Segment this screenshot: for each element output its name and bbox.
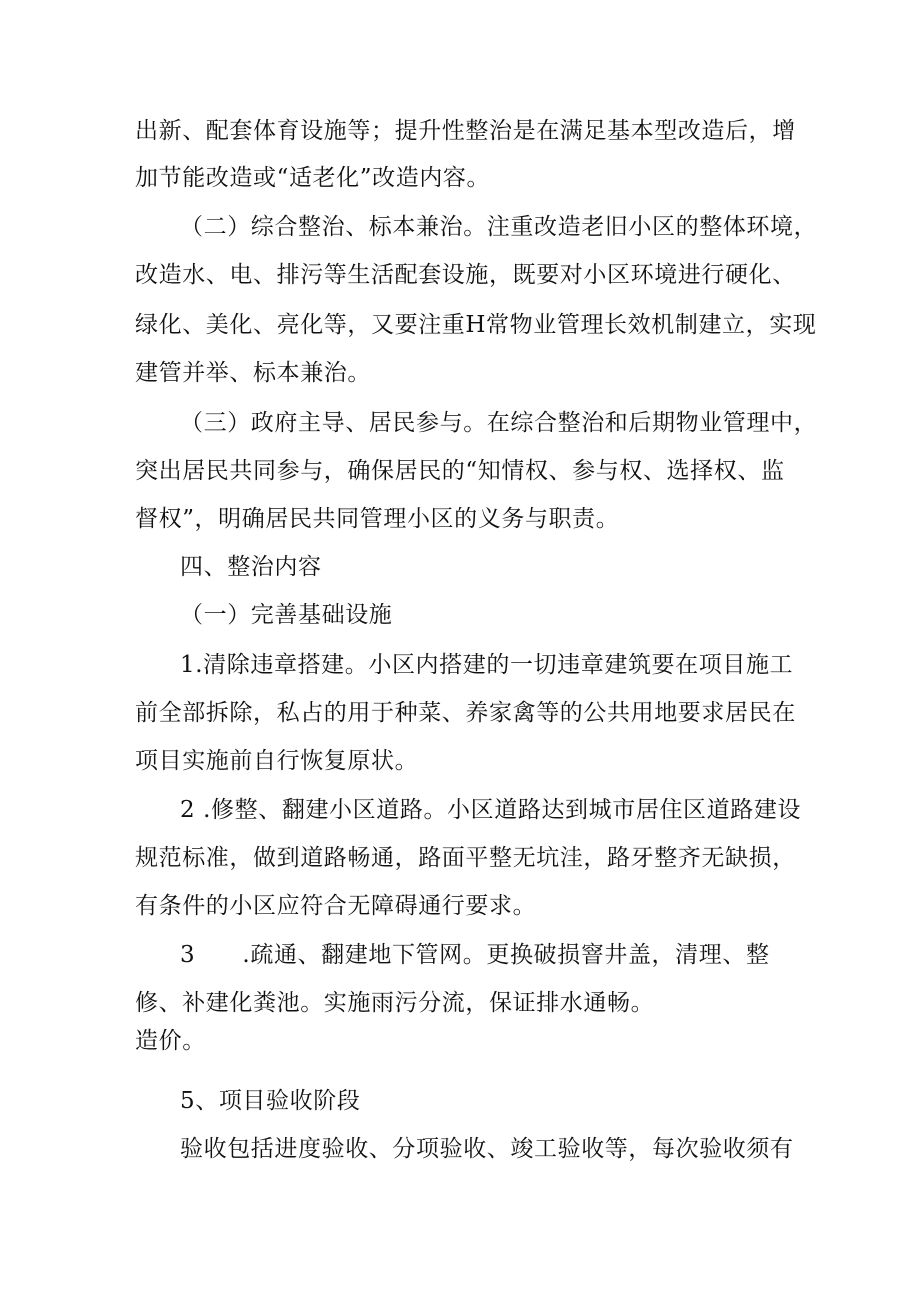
paragraph-line: 改造水、电、排污等生活配套设施，既要对小区环境进行硬化、	[135, 262, 796, 288]
paragraph-line: 1.清除违章搭建。小区内搭建的一切违章建筑要在项目施工	[180, 652, 794, 678]
paragraph-line: 有条件的小区应符合无障碍通行要求。	[135, 893, 537, 919]
paragraph-line: 规范标准，做到道路畅通，路面平整无坑洼，路牙整齐无缺损，	[135, 845, 796, 871]
paragraph-line: 突出居民共同参与，确保居民的“知情权、参与权、选择权、监	[135, 458, 785, 484]
paragraph-line: 前全部拆除，私占的用于种菜、养家禽等的公共用地要求居民在	[135, 700, 796, 726]
paragraph-line: 2 .修整、翻建小区道路。小区道路达到城市居住区道路建设	[180, 797, 802, 823]
paragraph-line: 项目实施前自行恢复原状。	[135, 748, 419, 774]
paragraph-line: 绿化、美化、亮化等，又要注重H常物业管理长效机制建立，实现	[135, 312, 817, 338]
section-heading: 四、整治内容	[180, 554, 322, 580]
paragraph-line: 督权”，明确居民共同管理小区的义务与职责。	[135, 506, 620, 532]
paragraph-line: （二）综合整治、标本兼治。注重改造老旧小区的整体环境，	[180, 214, 818, 240]
paragraph-line: 3 .疏通、翻建地下管网。更换破损窨井盖，清理、整	[180, 942, 770, 968]
paragraph-line: （三）政府主导、居民参与。在综合整治和后期物业管理中，	[180, 410, 818, 436]
paragraph-line: 出新、配套体育设施等；提升性整治是在满足基本型改造后，增	[135, 118, 796, 144]
paragraph-line: 造价。	[135, 1028, 206, 1054]
paragraph-line: 验收包括进度验收、分项验收、竣工验收等，每次验收须有	[180, 1136, 794, 1162]
paragraph-line: 建管并举、标本兼治。	[135, 360, 371, 386]
paragraph-line: 修、补建化粪池。实施雨污分流，保证排水通畅。	[135, 990, 655, 1016]
subsection-heading: 5、项目验收阶段	[180, 1088, 361, 1114]
subsection-heading: （一）完善基础设施	[180, 602, 393, 628]
paragraph-line: 加节能改造或“适老化”改造内容。	[135, 165, 491, 191]
